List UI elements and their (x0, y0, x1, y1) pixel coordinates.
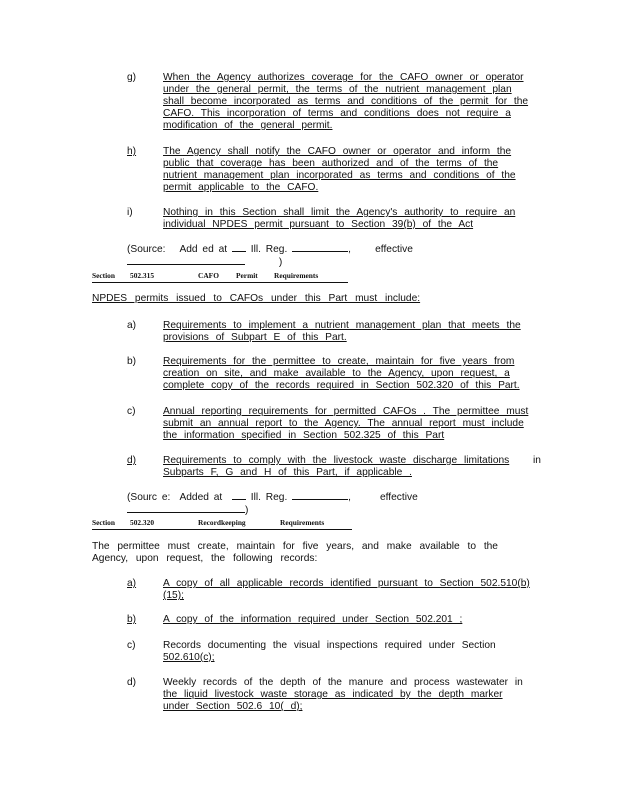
item-text: When the Agency authorizes coverage for the CAFO owner or operator under the general permit, the terms of the nutrient management plan shall become incorporated as terms and conditions of the permit for the CAFO. This incorporation of terms and conditions does not require a modification of the general permit. (163, 72, 529, 131)
item-label: b) (127, 614, 137, 625)
item-label: g) (127, 72, 137, 83)
source-note: (Source: Add ed at Ill. Reg. , effective ) (127, 244, 413, 268)
item-label: d) (127, 677, 137, 688)
blank-volume (232, 491, 246, 500)
item-text: The Agency shall notify the CAFO owner or operator and inform the public that coverage has been authorized and of the terms of the nutrient management plan incorporated as terms and conditions of the permit applicable to the CAFO. (163, 146, 516, 193)
item-label: a) (127, 320, 137, 331)
item-text: Weekly records of the depth of the manure and process wastewater in the liquid livestock waste storage as indicated by the depth marker under Section 502.6 10( d); (163, 677, 523, 712)
blank-date (127, 256, 245, 265)
item-label: c) (127, 406, 136, 417)
item-label: c) (127, 640, 136, 651)
item-text: A copy of the information required under Section 502.201 ; (163, 614, 463, 625)
section-intro: The permittee must create, maintain for five years, and make available to the Agency, upon request, the following records: (92, 541, 498, 564)
blank-page (292, 491, 348, 500)
item-text: Requirements for the permittee to create, maintain for five years from creation on site, and make available to the Agency, upon request, a complete copy of the records required in Section 502.320 of this Part. (163, 356, 520, 391)
item-text: Requirements to implement a nutrient management plan that meets the provisions of Subpart E of this Part. (163, 320, 521, 343)
item-text: Nothing in this Section shall limit the Agency's authority to require an individual NPDES permit pursuant to Section 39(b) of the Act (163, 207, 516, 230)
item-text: Annual reporting requirements for permitted CAFOs . The permittee must submit an annual report to the Agency. The annual report must include the information specified in Section 502.325 of this Part (163, 406, 529, 441)
item-text: A copy of all applicable records identified pursuant to Section 502.510(b)(15); (163, 578, 530, 601)
source-note: (Sourc e: Added at Ill. Reg. , effective ) (127, 492, 418, 516)
item-label: h) (127, 146, 137, 157)
item-label: i) (127, 207, 133, 218)
item-label: b) (127, 356, 137, 367)
blank-date (127, 504, 245, 513)
item-label: d) (127, 455, 137, 466)
section-heading: Section 502.320 Recordkeeping Requirements (92, 517, 352, 530)
item-text: Requirements to comply with the livestock waste discharge limitations in Subparts F, G and H of this Part, if applicable . (163, 455, 541, 478)
blank-volume (232, 243, 246, 252)
section-intro: NPDES permits issued to CAFOs under this Part must include: (92, 293, 421, 304)
blank-page (292, 243, 348, 252)
section-heading: Section 502.315 CAFO Permit Requirements (92, 270, 348, 283)
item-text: Records documenting the visual inspections required under Section 502.610(c); (163, 640, 496, 663)
item-label: a) (127, 578, 137, 589)
